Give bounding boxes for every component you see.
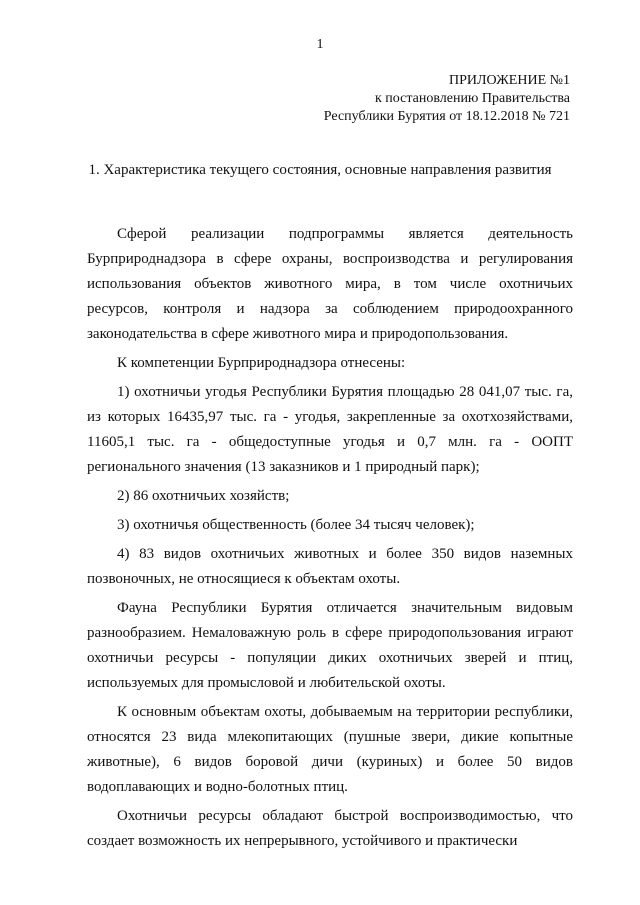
paragraph: К компетенции Бурприроднадзора отнесены: <box>117 355 406 371</box>
paragraph: Сферой реализации подпрограммы является деятельность Бурприроднадзора в сфере охраны, воспроизводства и регулирования использования объектов животного мира, в том числе охотничьих ресурсов, контроля и надзора за соблюдением природоохранного законодательства в сфере животного мира и природопользования. <box>87 226 573 342</box>
paragraph: 1) охотничьи угодья Республики Бурятия площадью 28 041,07 тыс. га, из которых 16435,97 тыс. га - угодья, закрепленные за охотхозяйствами, 11605,1 тыс. га - общедоступные угодья и 0,7 млн. га - ООПТ регионального значения (13 заказников и 1 природный парк); <box>87 384 573 475</box>
page-number: 1 <box>316 37 324 52</box>
appendix-line-3: Республики Бурятия от 18.12.2018 № 721 <box>323 109 570 124</box>
paragraph: 3) охотничья общественность (более 34 тысяч человек); <box>117 517 475 533</box>
paragraph: Фауна Республики Бурятия отличается значительным видовым разнообразием. Немаловажную роль в сфере природопользования играют охотничьи ресурсы - популяции диких охотничьих зверей и птиц, используемых для промысловой и любительской охоты. <box>87 600 573 691</box>
appendix-line-1: ПРИЛОЖЕНИЕ №1 <box>449 73 570 88</box>
appendix-line-2: к постановлению Правительства <box>374 91 570 106</box>
body-text <box>87 222 573 858</box>
paragraph: 2) 86 охотничьих хозяйств; <box>117 488 290 504</box>
section-title: 1. Характеристика текущего состояния, основные направления развития <box>88 162 552 178</box>
paragraph: К основным объектам охоты, добываемым на территории республики, относятся 23 вида млекопитающих (пушные звери, дикие копытные животные), 6 видов боровой дичи (куриных) и более 50 видов водоплавающих и водно-болотных птиц. <box>87 704 573 795</box>
appendix-header <box>324 72 570 126</box>
paragraph: 4) 83 видов охотничьих животных и более 350 видов наземных позвоночных, не относящиеся к объектам охоты. <box>87 546 573 587</box>
paragraph: Охотничьи ресурсы обладают быстрой воспроизводимостью, что создает возможность их непрерывного, устойчивого и практически <box>87 808 573 849</box>
